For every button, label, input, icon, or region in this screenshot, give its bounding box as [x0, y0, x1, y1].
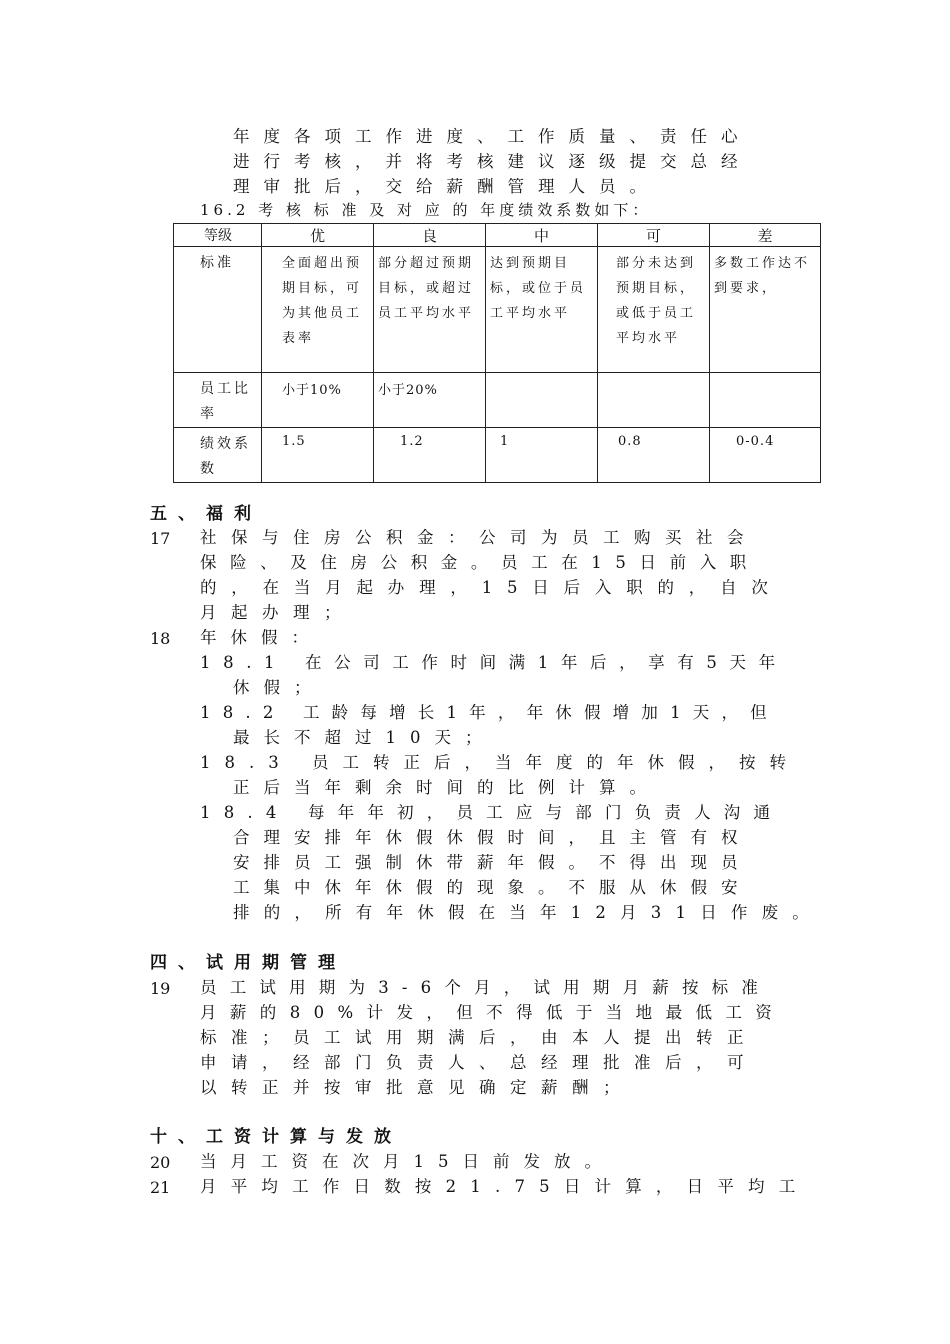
item-17-line-3: 的，在当月起办理，15日后入职的，自次: [200, 578, 783, 597]
item-18-4-line-1: 18.4 每年年初，员工应与部门负责人沟通: [200, 803, 784, 822]
intro-line-3: 理审批后，交给薪酬管理人员。: [233, 177, 660, 196]
item-18-title: 年休假：: [200, 628, 322, 647]
item-17-line-2: 保险、及住房公积金。员工在15日前入职: [200, 553, 760, 572]
standard-poor: 多数工作达不到要求，: [710, 247, 821, 373]
coef-fair: 0.8: [598, 428, 710, 483]
standard-average: 达到预期目标，或位于员工平均水平: [486, 247, 598, 373]
table-row-coefficient: [174, 428, 821, 483]
item-19-line-3: 标准；员工试用期满后，由本人提出转正: [200, 1028, 758, 1047]
header-poor: 差: [710, 224, 821, 247]
item-18-1-line-2: 休假；: [233, 678, 325, 697]
section-welfare-heading: 五、福利: [150, 504, 262, 524]
item-20-number: 20: [150, 1153, 171, 1172]
item-21-number: 21: [150, 1178, 171, 1197]
item-18-2-line-2: 最长不超过10天；: [233, 728, 496, 747]
coef-good: 1.2: [374, 428, 486, 483]
ratio-average: [486, 373, 598, 428]
item-18-3-line-2: 正后当年剩余时间的比例计算。: [233, 778, 660, 797]
item-19-number: 19: [150, 979, 171, 998]
item-19-line-2: 月薪的80%计发，但不得低于当地最低工资: [200, 1003, 786, 1022]
ratio-good: 小于20%: [374, 373, 486, 428]
item-18-3-line-1: 18.3 员工转正后，当年度的年休假，按转: [200, 753, 800, 772]
item-17-number: 17: [150, 529, 171, 548]
intro-line-1: 年度各项工作进度、工作质量、责任心: [233, 127, 752, 146]
performance-grade-table: [173, 223, 821, 483]
section-probation-heading: 四、试用期管理: [150, 953, 346, 973]
header-grade: 等级: [174, 224, 262, 247]
header-excellent: 优: [262, 224, 374, 247]
standard-fair: 部分未达到预期目标，或低于员工平均水平: [598, 247, 710, 373]
ratio-poor: [710, 373, 821, 428]
item-18-4-line-5: 排的，所有年休假在当年12月31日作废。: [233, 903, 823, 922]
item-18-1-line-1: 18.1 在公司工作时间满1年后，享有5天年: [200, 653, 788, 672]
table-row-ratio: [174, 373, 821, 428]
item-18-4-line-3: 安排员工强制休带薪年假。不得出现员: [233, 853, 752, 872]
item-18-4-line-2: 合理安排年休假休假时间，且主管有权: [233, 828, 752, 847]
item-18-4-line-4: 工集中休年休假的现象。不服从休假安: [233, 878, 752, 897]
item-19-line-4: 申请，经部门负责人、总经理批准后，可: [200, 1053, 758, 1072]
item-19-line-1: 员工试用期为3-6个月，试用期月薪按标准: [200, 978, 772, 997]
row-label-coefficient: 绩效系数: [174, 428, 262, 483]
item-18-number: 18: [150, 629, 171, 648]
ratio-excellent: 小于10%: [262, 373, 374, 428]
header-good: 良: [374, 224, 486, 247]
intro-line-2: 进行考核，并将考核建议逐级提交总经: [233, 152, 752, 171]
item-19-line-5: 以转正并按审批意见确定薪酬；: [200, 1078, 634, 1097]
header-fair: 可: [598, 224, 710, 247]
row-label-ratio: 员工比率: [174, 373, 262, 428]
header-average: 中: [486, 224, 598, 247]
table-row-standard: [174, 247, 821, 373]
section-salary-heading: 十、工资计算与发放: [150, 1127, 402, 1147]
item-20-text: 当月工资在次月15日前发放。: [200, 1152, 615, 1171]
table-caption: 16.2 考 核 标 准 及 对 应 的 年度绩效系数如下：: [200, 201, 652, 219]
row-label-standard: 标准: [174, 247, 262, 373]
item-21-text: 月平均工作日数按21.75日计算，日平均工: [200, 1177, 810, 1196]
standard-excellent: 全面超出预期目标，可为其他员工表率: [262, 247, 374, 373]
coef-poor: 0-0.4: [710, 428, 821, 483]
table-header-row: [174, 224, 821, 247]
coef-excellent: 1.5: [262, 428, 374, 483]
coef-average: 1: [486, 428, 598, 483]
item-17-line-4: 月起办理；: [200, 603, 355, 622]
item-17-line-1: 社保与住房公积金：公司为员工购买社会: [200, 528, 758, 547]
standard-good: 部分超过预期目标，或超过员工平均水平: [374, 247, 486, 373]
ratio-fair: [598, 373, 710, 428]
item-18-2-line-1: 18.2 工龄每增长1年，年休假增加1天，但: [200, 703, 779, 722]
